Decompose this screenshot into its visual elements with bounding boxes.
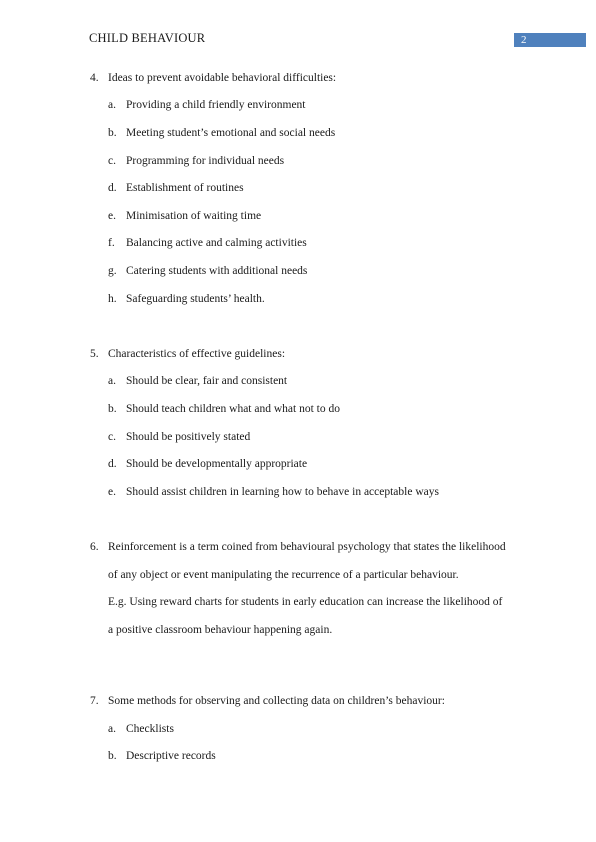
section-number: 6. [90,541,99,553]
section-heading: Some methods for observing and collecting data on children’s behaviour: [108,695,445,707]
header-title: CHILD BEHAVIOUR [89,31,206,45]
item-letter: a. [108,99,116,111]
item-letter: f. [108,237,115,249]
list-item: Safeguarding students’ health. [126,293,265,305]
paragraph-line: of any object or event manipulating the recurrence of a particular behaviour. [108,569,459,581]
list-item: Minimisation of waiting time [126,210,262,222]
paragraph-line: Reinforcement is a term coined from behavioural psychology that states the likelihood [108,541,506,553]
item-letter: h. [108,293,117,305]
list-item: Providing a child friendly environment [126,99,306,111]
paragraph-line: a positive classroom behaviour happening again. [108,624,333,636]
list-item: Should teach children what and what not to do [126,403,340,415]
section-number: 7. [90,695,99,707]
list-item: Checklists [126,723,174,735]
item-letter: b. [108,127,117,139]
section-number: 4. [90,72,99,84]
item-letter: a. [108,723,116,735]
section-number: 5. [90,348,99,360]
item-letter: c. [108,431,116,443]
item-letter: d. [108,458,117,470]
item-letter: b. [108,750,117,762]
list-item: Descriptive records [126,750,216,762]
page-number-badge: 2 [514,33,586,47]
list-item: Should be clear, fair and consistent [126,375,288,387]
item-letter: a. [108,375,116,387]
item-letter: e. [108,486,116,498]
list-item: Catering students with additional needs [126,265,308,277]
section-heading: Characteristics of effective guidelines: [108,348,286,360]
list-item: Should assist children in learning how to behave in acceptable ways [126,486,439,498]
list-item: Meeting student’s emotional and social needs [126,127,336,139]
list-item: Programming for individual needs [126,155,285,167]
section-heading: Ideas to prevent avoidable behavioral difficulties: [108,72,337,84]
item-letter: g. [108,265,117,277]
item-letter: e. [108,210,116,222]
list-item: Establishment of routines [126,182,244,194]
item-letter: b. [108,403,117,415]
item-letter: c. [108,155,116,167]
list-item: Should be developmentally appropriate [126,458,308,470]
paragraph-line: E.g. Using reward charts for students in early education can increase the likelihood of [108,596,503,608]
list-item: Balancing active and calming activities [126,237,307,249]
item-letter: d. [108,182,117,194]
list-item: Should be positively stated [126,431,251,443]
